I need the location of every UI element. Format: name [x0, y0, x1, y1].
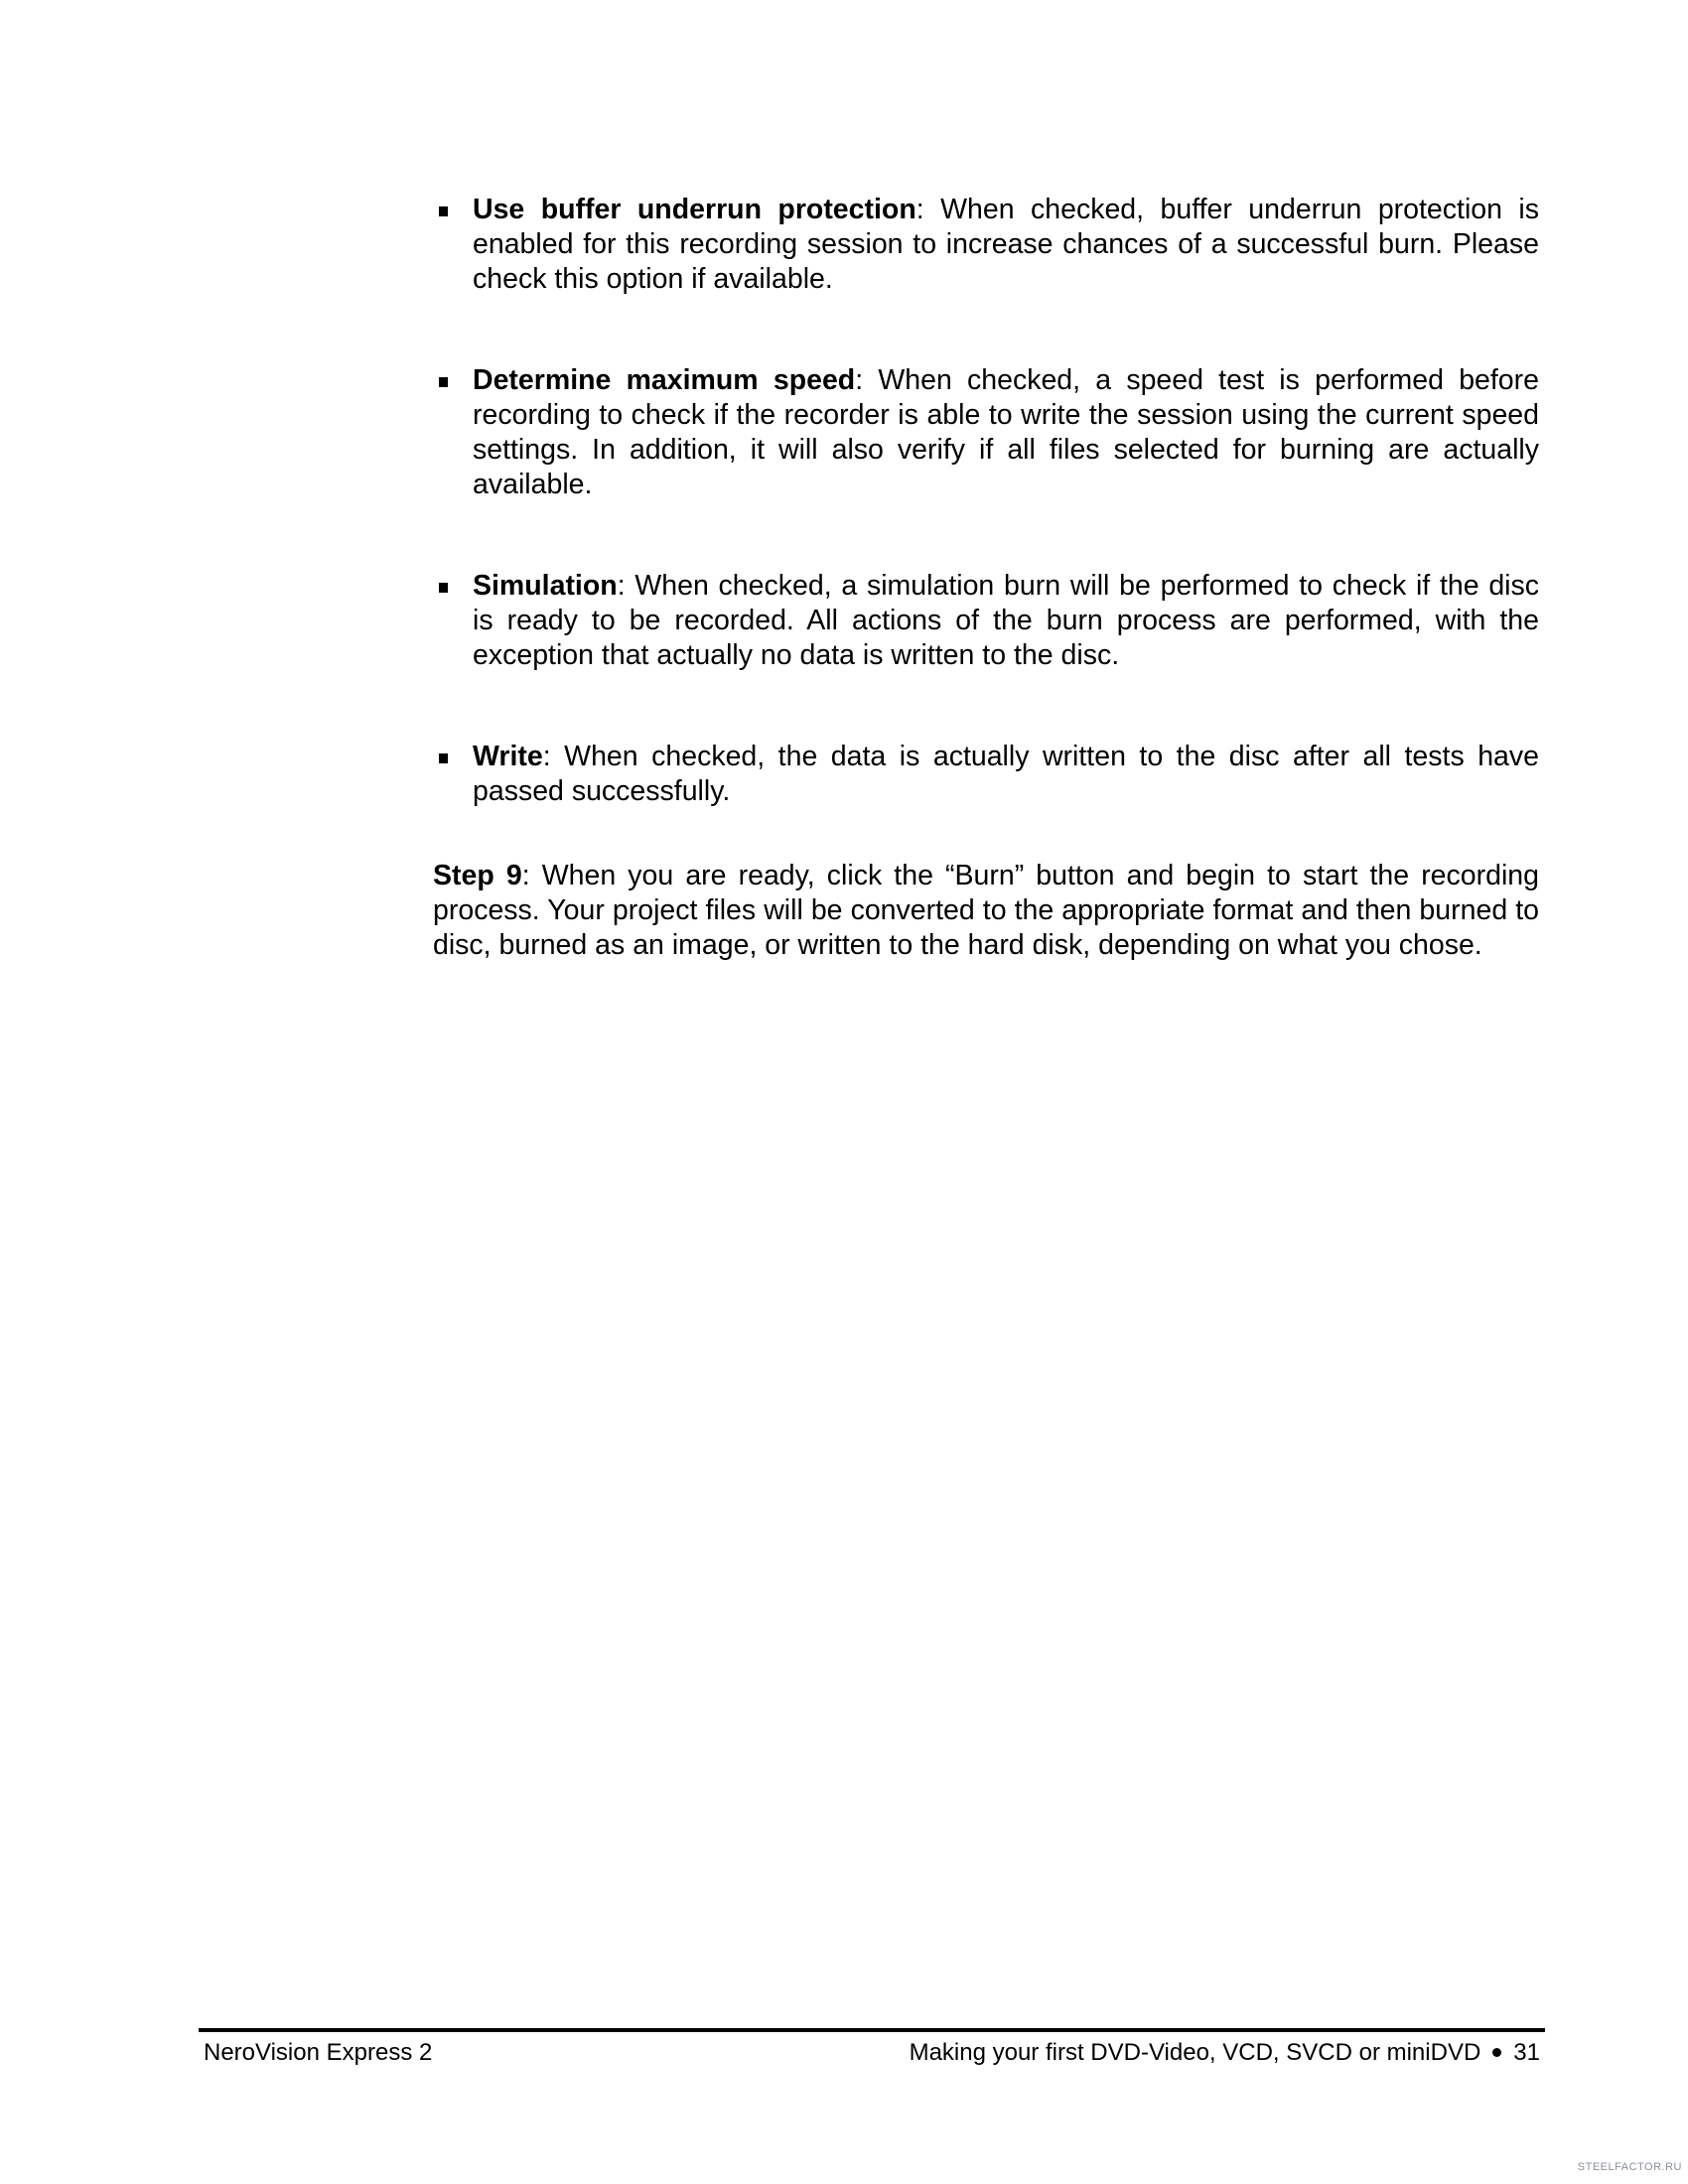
page-number: 31: [1513, 2039, 1540, 2066]
step-9-paragraph: [433, 859, 1539, 963]
item-term: Use buffer underrun protection: [473, 194, 916, 225]
watermark: STEELFACTOR.RU: [1577, 2161, 1682, 2173]
item-term: Write: [473, 741, 543, 772]
step-term: Step 9: [433, 860, 522, 891]
list-item-write: [433, 740, 1539, 809]
item-text: : When checked, a speed test is performed before recording to check if the recorder is able to write the session using the current speed settings. In addition, it will also verify if all files selected for burning are actually available.: [473, 364, 1540, 500]
item-text: : When checked, a simulation burn will be performed to check if the disc is ready to be recorded. All actions of the burn process are performed, with the exception that actually no data is written to the disc.: [473, 570, 1539, 671]
list-item-simulation: [433, 569, 1539, 673]
square-bullet-icon: [439, 206, 448, 216]
square-bullet-icon: [439, 583, 448, 593]
footer-chapter-title: Making your first DVD-Video, VCD, SVCD or miniDVD: [909, 2039, 1481, 2066]
footer-chapter: [910, 2038, 1540, 2068]
bullet-dot-icon: [1492, 2048, 1501, 2057]
item-text: : When checked, buffer underrun protection is enabled for this recording session to increase chances of a successful burn. Please check this option if available.: [473, 194, 1540, 295]
list-item-max-speed: [433, 363, 1539, 502]
page-content: [433, 193, 1539, 963]
square-bullet-icon: [439, 377, 448, 387]
item-term: Simulation: [473, 570, 618, 602]
item-term: Determine maximum speed: [473, 364, 856, 396]
list-item-buffer-underrun: [433, 193, 1539, 297]
square-bullet-icon: [439, 753, 448, 763]
footer-rule: [199, 2028, 1545, 2032]
footer-product-name: NeroVision Express 2: [204, 2039, 433, 2066]
item-text: : When checked, the data is actually written to the disc after all tests have passed successfully.: [473, 741, 1539, 807]
step-text: : When you are ready, click the “Burn” button and begin to start the recording process. Your project files will be converted to the appropriate format and then burned to disc, burned as an image, or written to the hard disk, depending on what you chose.: [433, 860, 1540, 961]
